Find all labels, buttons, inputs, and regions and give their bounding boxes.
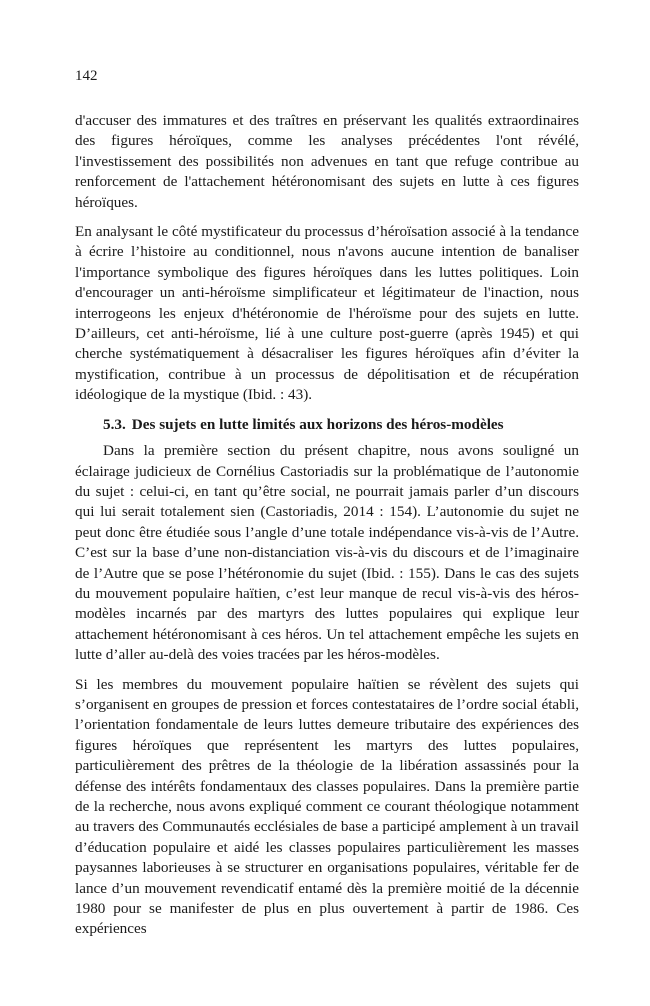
document-page [75, 66, 579, 949]
section-title: Des sujets en lutte limités aux horizons des héros-modèles [131, 415, 504, 433]
page-number: 142 [75, 68, 98, 84]
paragraph-heroisation: En analysant le côté mystificateur du processus d’héroïsation associé à la tendance à écrire l’histoire au conditionnel, nous n'avons aucune intention de banaliser l'importance symbolique des figures héroïques dans les luttes politiques. Loin d'encourager un anti-héroïsme simplificateur et légitimateur de l'inaction, nous interrogeons les enjeux d'hétéronomie de l'héroïsme pour des sujets en lutte. D’ailleurs, cet anti-héroïsme, lié à une culture post-guerre (après 1945) et qui cherche systématiquement à désacraliser les figures héroïques afin d’éviter la mystification, contribue à un processus de dépolitisation et de récupération idéologique de la mystique (Ibid. : 43). [75, 223, 579, 404]
paragraph-continuation: d'accuser des immatures et des traîtres en préservant les qualités extraordinaires des figures héroïques, comme les analyses précédentes l'ont révélé, l'investissement des possibilités non advenues en tant que refuge contribue au renforcement de l'attachement hétéronomisant des sujets en lutte à ces figures héroïques. [75, 112, 579, 211]
paragraph-autonomie: Dans la première section du présent chapitre, nous avons souligné un éclairage judicieux de Cornélius Castoriadis sur la problématique de l’autonomie du sujet : celui-ci, en tant qu’être social, ne pourrait jamais parler d’un discours qui lui serait totalement sien (Castoriadis, 2014 : 154). L’autonomie du sujet ne peut donc être étudiée sous l’angle d’une totale indépendance vis-à-vis de l’Autre. C’est sur la base d’une non-distanciation vis-à-vis du discours et de l’imaginaire de l’Autre que se pose l’hétéronomie du sujet (Ibid. : 155). Dans le cas des sujets du mouvement populaire haïtien, c’est leur manque de recul vis-à-vis des héros-modèles incarnés par des martyrs des luttes populaires qui explique leur attachement hétéronomisant à ces héros. Un tel attachement empêche les sujets en lutte d’aller au-delà des voies tracées par les héros-modèles. [75, 442, 579, 664]
paragraph-mouvement-populaire: Si les membres du mouvement populaire haïtien se révèlent des sujets qui s’organisent en groupes de pression et forces contestataires de l’ordre social établi, l’orientation fondamentale de leurs luttes demeure tributaire des expériences des figures héroïques que représentent les martyrs des luttes populaires, particulièrement des prêtres de la théologie de la libération assassinés pour la défense des intérêts fondamentaux des classes populaires. Dans la première partie de la recherche, nous avons expliqué comment ce courant théologique notamment au travers des Communautés ecclésiales de base a participé amplement à un travail d’éducation populaire et aidé les classes populaires particulièrement les masses paysannes laborieuses à se structurer en organisations populaires, véritable fer de lance d’un mouvement revendicatif entamé dès la première moitié de la décennie 1980 pour se manifester de plus en plus ouvertement à partir de 1986. Ces expériences [75, 675, 579, 938]
section-number: 5.3. [103, 415, 126, 433]
section-heading [75, 415, 579, 435]
